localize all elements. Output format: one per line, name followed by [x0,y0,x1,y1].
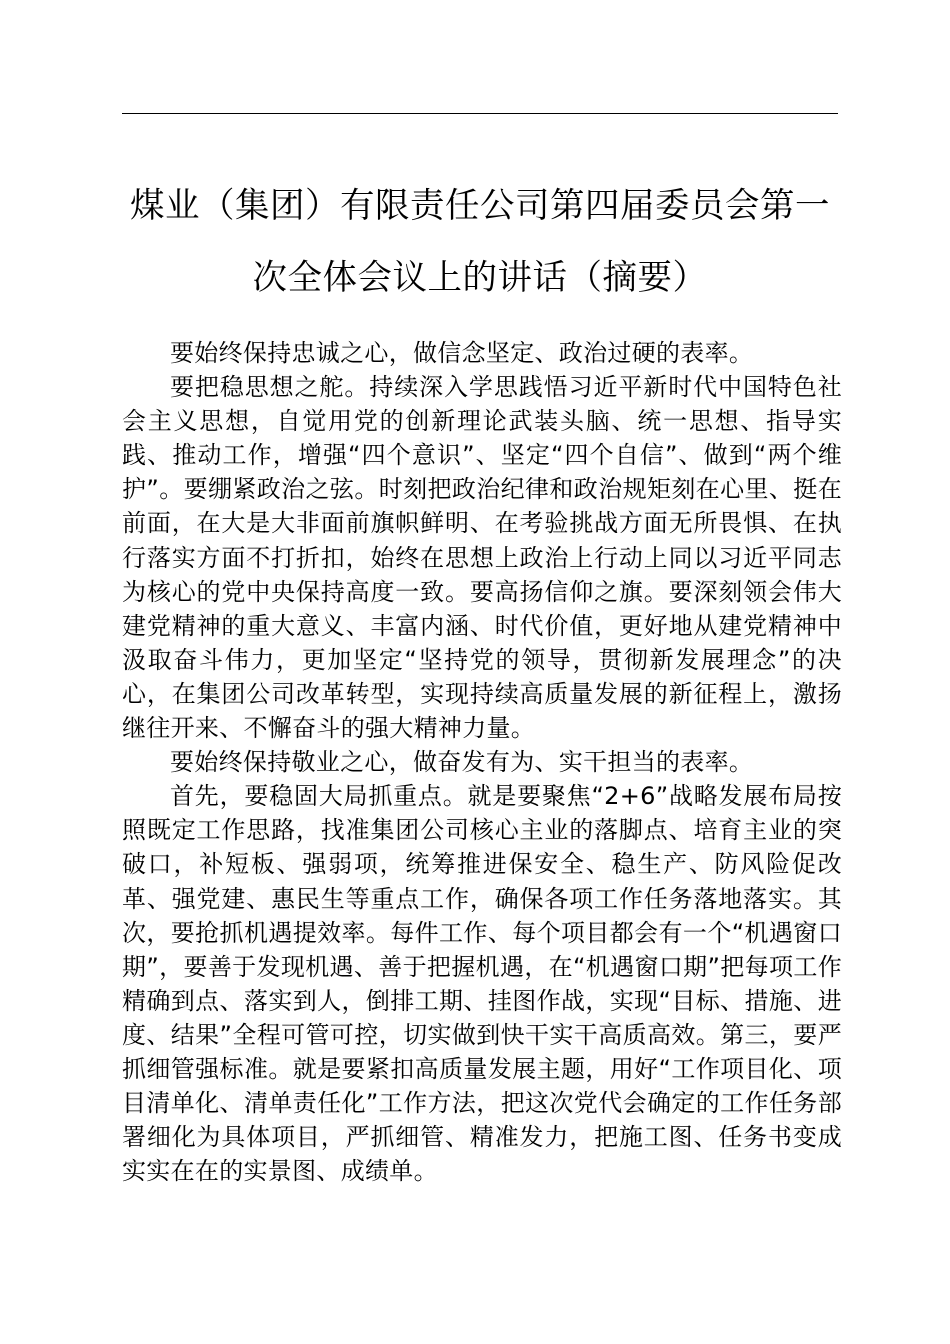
document-body [122,336,842,1188]
paragraph: 要始终保持忠诚之心，做信念坚定、政治过硬的表率。 [170,339,754,367]
header-rule [122,113,838,114]
paragraph: 首先，要稳固大局抓重点。就是要聚焦“2+6”战略发展布局按照既定工作思路，找准集团公司核心主业的落脚点、培育主业的突破口，补短板、强弱项，统筹推进保安全、稳生产、防风险促改革、强党建、惠民生等重点工作，确保各项工作任务落地落实。其次，要抢抓机遇提效率。每件工作、每个项目都会有一个“机遇窗口期”，要善于发现机遇、善于把握机遇，在“机遇窗口期”把每项工作精确到点、落实到人，倒排工期、挂图作战，实现“目标、措施、进度、结果”全程可管可控，切实做到快干实干高质高效。第三，要严抓细管强标准。就是要紧扣高质量发展主题，用好“工作项目化、项目清单化、清单责任化”工作方法，把这次党代会确定的工作任务部署细化为具体项目，严抓细管、精准发力，把施工图、任务书变成实实在在的实景图、成绩单。 [122,782,842,1186]
document-title: 煤业（集团）有限责任公司第四届委员会第一次全体会议上的讲话（摘要） [130,186,830,298]
paragraph: 要把稳思想之舵。持续深入学思践悟习近平新时代中国特色社会主义思想，自觉用党的创新理论武装头脑、统一思想、指导实践、推动工作，增强“四个意识”、坚定“四个自信”、做到“两个维护”。要绷紧政治之弦。时刻把政治纪律和政治规矩刻在心里、挺在前面，在大是大非面前旗帜鲜明、在考验挑战方面无所畏惧、在执行落实方面不打折扣，始终在思想上政治上行动上同以习近平同志为核心的党中央保持高度一致。要高扬信仰之旗。要深刻领会伟大建党精神的重大意义、丰富内涵、时代价值，更好地从建党精神中汲取奋斗伟力，更加坚定“坚持党的领导，贯彻新发展理念”的决心，在集团公司改革转型，实现持续高质量发展的新征程上，激扬继往开来、不懈奋斗的强大精神力量。 [122,373,842,743]
paragraph: 要始终保持敬业之心，做奋发有为、实干担当的表率。 [170,748,754,777]
